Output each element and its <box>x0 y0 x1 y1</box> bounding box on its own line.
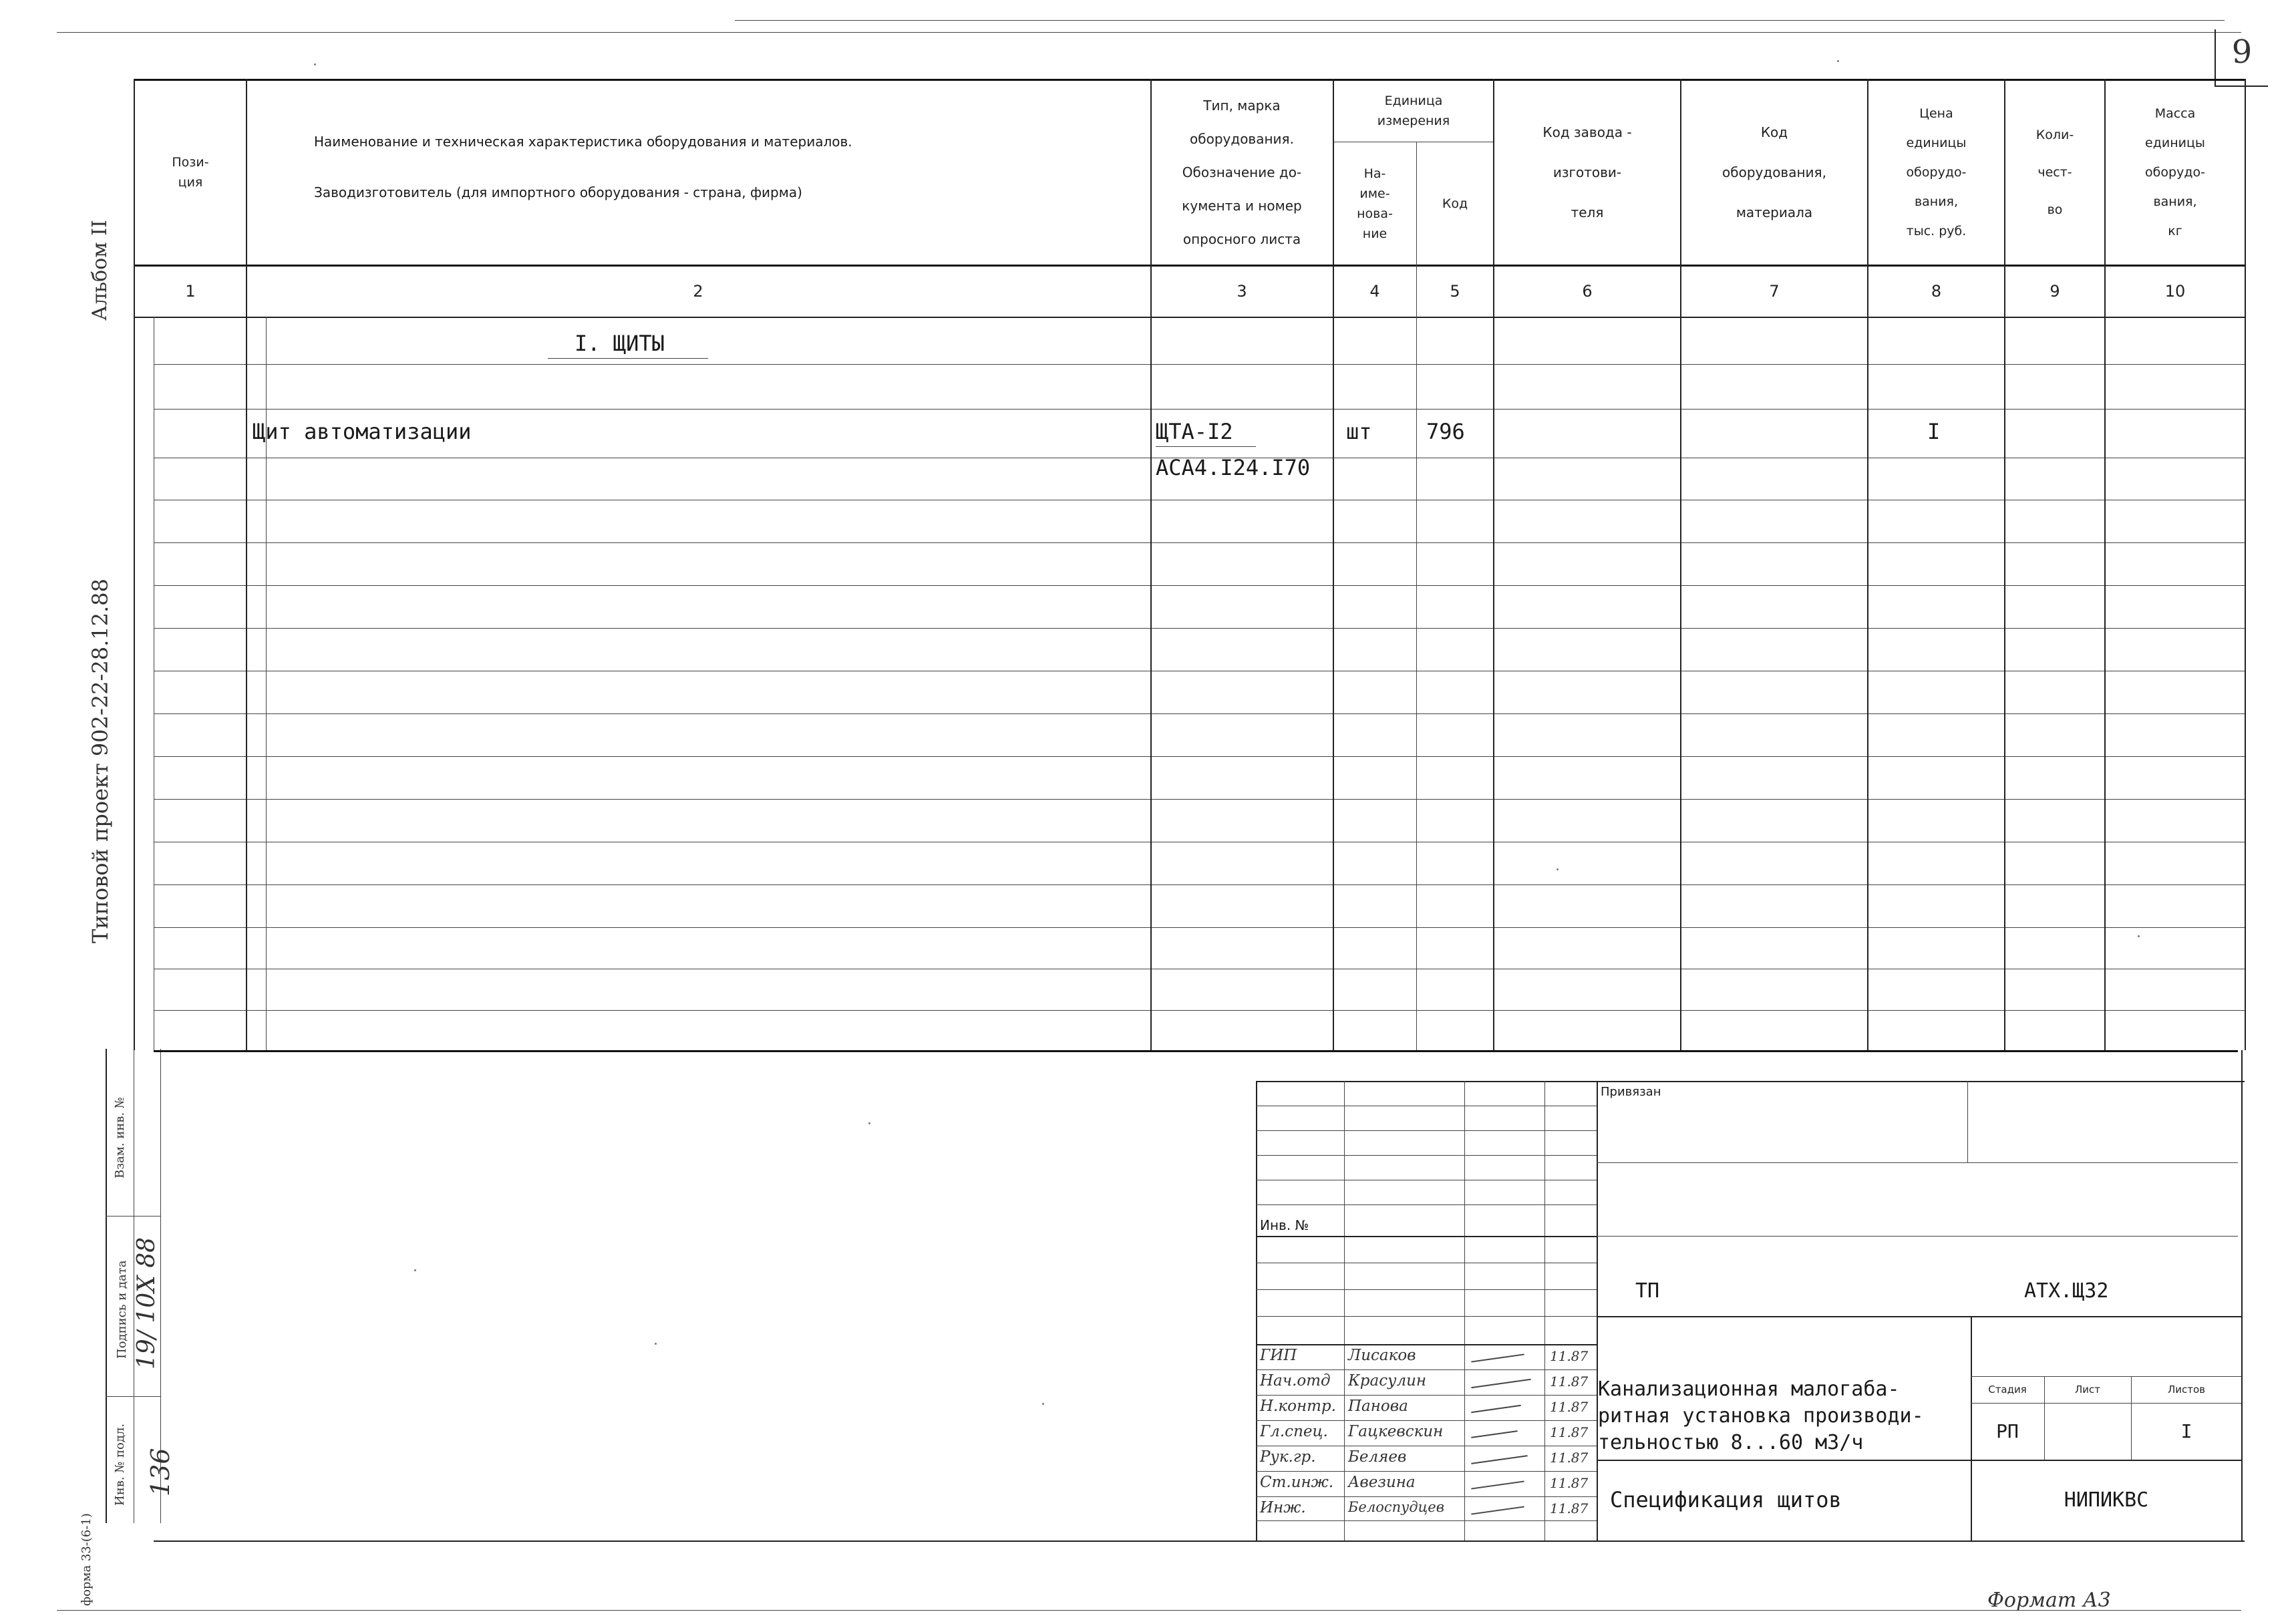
stamp-grid-row <box>1256 1130 1597 1131</box>
header-unit-code: Код <box>1442 196 1468 211</box>
colnum-5: 5 <box>1450 282 1460 301</box>
stamp-top-line <box>1256 1081 2245 1082</box>
left-margin-div-2 <box>106 1396 160 1397</box>
role-signature <box>1471 1405 1521 1413</box>
scan-speck <box>655 1343 657 1345</box>
role-name: Лисаков <box>1348 1347 1416 1364</box>
row-name: Щит автоматизации <box>253 419 472 444</box>
role-title: Инж. <box>1260 1499 1306 1516</box>
row-type-underline <box>1156 446 1256 447</box>
role-date: 11.87 <box>1550 1500 1589 1516</box>
role-title: Н.контр. <box>1260 1398 1336 1415</box>
section-title-underline <box>548 358 708 359</box>
stamp-code-right: АТХ.ЩЗ2 <box>2024 1279 2109 1303</box>
left-margin-line <box>106 1049 107 1523</box>
stamp-role-row <box>1256 1395 1597 1420</box>
role-signature <box>1471 1480 1524 1489</box>
role-date: 11.87 <box>1550 1424 1589 1440</box>
role-date: 11.87 <box>1550 1450 1589 1466</box>
stamp-grid-row <box>1256 1289 1597 1290</box>
row-line <box>154 713 2245 714</box>
margin-album: Альбом II <box>88 220 112 321</box>
header-quantity: Коли- чест- во <box>2035 128 2074 217</box>
sheet-number-box-left <box>2215 29 2216 86</box>
stamp-role-row <box>1256 1344 1597 1369</box>
top-border-line <box>57 32 2241 33</box>
role-signature <box>1471 1455 1527 1464</box>
header-position: Пози- ция <box>172 155 209 190</box>
row-line <box>154 1010 2245 1011</box>
margin-project: Типовой проект 902-22-28.12.88 <box>88 579 113 943</box>
margin-form-code: форма 33-(6-1) <box>79 1513 94 1606</box>
scan-speck <box>2138 935 2140 937</box>
role-title: ГИП <box>1260 1347 1297 1364</box>
stamp-project-title: Канализационная малогаба- ритная установка производи- тельностью 8...60 м3/ч <box>1598 1377 1924 1454</box>
header-type: Тип, марка оборудования. Обозначение до- кумента и номер опросного листа <box>1182 98 1302 247</box>
col-line-10 <box>2245 79 2246 1050</box>
row-line <box>154 409 2245 410</box>
row-line <box>154 756 2245 757</box>
margin-inv-orig-value: 136 <box>146 1448 175 1496</box>
stamp-grid-row <box>1256 1316 1597 1317</box>
stamp-stage-top <box>1971 1376 2241 1377</box>
header-unit-name: На- име- нова- ние <box>1357 166 1393 241</box>
scan-speck <box>1557 868 1559 870</box>
role-date: 11.87 <box>1550 1475 1589 1491</box>
row-unit-name: шт <box>1346 419 1372 444</box>
scan-speck <box>314 63 316 65</box>
section-title: I. ЩИТЫ <box>575 331 665 356</box>
table-colnum-bottom-line <box>134 317 2245 318</box>
margin-sign-date-value: 19/ 10X 88 <box>133 1237 160 1369</box>
colnum-7: 7 <box>1769 282 1780 301</box>
stamp-code-top <box>1597 1236 2238 1237</box>
stamp-sheet-label: Лист <box>2074 1384 2100 1396</box>
colnum-1: 1 <box>185 282 196 301</box>
role-signature <box>1471 1353 1524 1362</box>
stamp-role-row <box>1256 1420 1597 1446</box>
scan-speck <box>414 1269 416 1271</box>
role-signature <box>1471 1506 1524 1514</box>
frame-right-line <box>2241 1050 2243 1540</box>
row-line <box>154 364 2245 365</box>
stamp-inv-no-label: Инв. № <box>1260 1217 1309 1233</box>
stamp-grid-row <box>1256 1155 1597 1156</box>
stamp-grid-row <box>1256 1204 1597 1205</box>
role-signature <box>1471 1430 1518 1438</box>
stamp-stage-value: РП <box>1996 1420 2019 1442</box>
table-body-bottom-line <box>154 1050 2238 1052</box>
colnum-4: 4 <box>1369 282 1380 301</box>
stamp-organization: НИПИКВС <box>2064 1488 2149 1512</box>
colnum-3: 3 <box>1237 282 1247 301</box>
header-mass: Масса единицы оборудо- вания, кг <box>2145 106 2205 238</box>
row-line <box>154 585 2245 586</box>
top-border-line-2 <box>735 20 2225 21</box>
frame-bottom-line <box>154 1540 2245 1542</box>
format-label: Формат А3 <box>1987 1589 2111 1612</box>
role-title: Нач.отд <box>1260 1372 1331 1390</box>
header-price: Цена единицы оборудо- вания, тыс. руб. <box>1906 106 1967 238</box>
role-name: Белоспудцев <box>1348 1499 1444 1515</box>
row-unit-code: 796 <box>1426 419 1465 444</box>
header-name-block <box>247 80 1149 265</box>
role-name: Панова <box>1348 1398 1408 1415</box>
stamp-linked-divider <box>1967 1081 1968 1162</box>
colnum-6: 6 <box>1582 282 1593 301</box>
colnum-9: 9 <box>2050 282 2060 301</box>
stamp-divider-main <box>1597 1081 1598 1540</box>
col-line-4 <box>1416 142 1417 1050</box>
stamp-stage-div2 <box>2131 1376 2132 1460</box>
stamp-sheets-label: Листов <box>2167 1384 2206 1396</box>
row-doc: АСА4.I24.I70 <box>1156 455 1311 480</box>
page-bottom-line <box>57 1610 2241 1611</box>
stamp-role-row <box>1256 1446 1597 1471</box>
role-title: Ст.инж. <box>1260 1474 1334 1491</box>
header-plant-code: Код завода - изготови- теля <box>1542 124 1632 220</box>
stamp-stage-div1 <box>2044 1376 2045 1460</box>
role-name: Красулин <box>1348 1372 1427 1390</box>
role-date: 11.87 <box>1550 1373 1589 1390</box>
margin-replace-inv-label: Взам. инв. № <box>113 1097 127 1178</box>
row-line <box>154 799 2245 800</box>
role-date: 11.87 <box>1550 1348 1589 1364</box>
margin-sign-date-label: Подпись и дата <box>115 1260 129 1359</box>
margin-inv-orig-label: Инв. № подл. <box>113 1423 127 1506</box>
colnum-8: 8 <box>1931 282 1942 301</box>
stamp-code-left: ТП <box>1635 1279 1660 1303</box>
stamp-role-row <box>1256 1496 1597 1522</box>
colnum-2: 2 <box>693 282 703 301</box>
role-signature <box>1471 1379 1530 1389</box>
role-name: Авезина <box>1348 1474 1416 1491</box>
role-title: Гл.спец. <box>1260 1423 1328 1440</box>
stamp-sheet-title: Спецификация щитов <box>1610 1487 1842 1512</box>
colnum-10: 10 <box>2164 282 2186 301</box>
sheet-number: 9 <box>2231 33 2253 71</box>
role-name: Беляев <box>1348 1448 1407 1466</box>
header-equipment-code: Код оборудования, материала <box>1722 124 1826 220</box>
row-line <box>154 884 2245 885</box>
stamp-linked-bottom <box>1597 1162 2238 1163</box>
stamp-grid-row <box>1256 1236 1597 1237</box>
header-unit: Единица измерения <box>1377 94 1450 128</box>
role-name: Гацкевскин <box>1348 1423 1444 1440</box>
scan-speck <box>1837 60 1839 62</box>
row-line <box>154 927 2245 928</box>
header-name-line1: Наименование и техническая характеристика оборудования и материалов. <box>314 134 852 150</box>
scan-speck <box>868 1122 870 1124</box>
row-type: ЩТА-I2 <box>1156 419 1233 444</box>
row-quantity: I <box>1927 419 1941 444</box>
row-line <box>154 628 2245 629</box>
row-line <box>154 542 2245 543</box>
stamp-stage-mid <box>1971 1403 2241 1404</box>
stamp-linked-label: Привязан <box>1601 1085 1661 1099</box>
header-name-line2: Заводизготовитель (для импортного оборудования - страна, фирма) <box>314 184 802 200</box>
scan-speck <box>1042 1403 1044 1405</box>
stamp-code-bottom <box>1597 1316 2241 1317</box>
stamp-sheet-value <box>2046 1404 2130 1459</box>
role-date: 11.87 <box>1550 1399 1589 1415</box>
role-title: Рук.гр. <box>1260 1448 1316 1466</box>
stamp-role-row <box>1256 1471 1597 1496</box>
stamp-sheets-value: I <box>2180 1420 2192 1442</box>
stamp-stage-label: Стадия <box>1988 1384 2027 1396</box>
stamp-role-row <box>1256 1369 1597 1395</box>
